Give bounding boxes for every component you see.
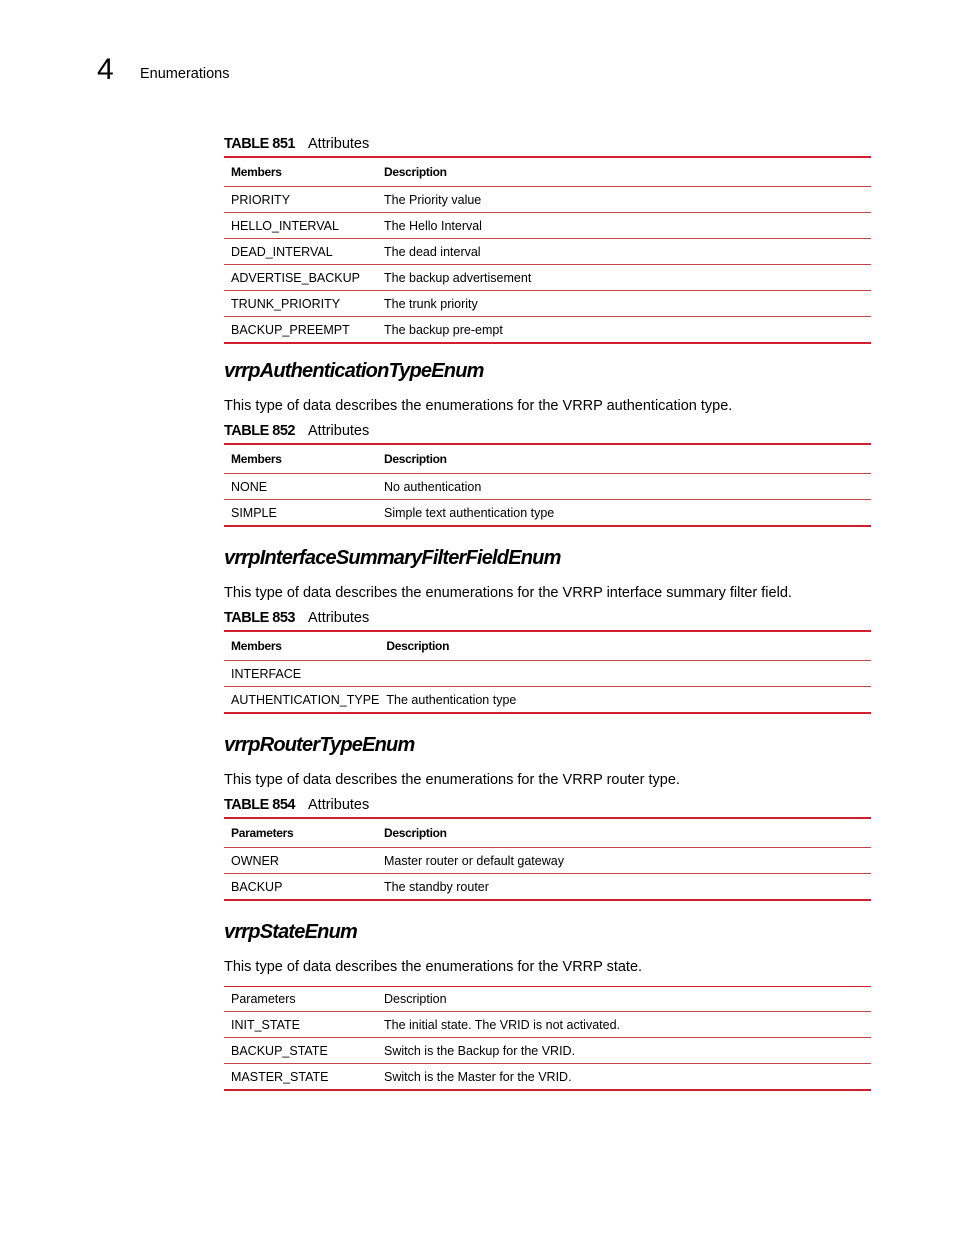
member-cell: PRIORITY xyxy=(231,192,291,207)
table-row xyxy=(224,265,871,291)
member-cell: HELLO_INTERVAL xyxy=(224,213,377,239)
column-header: Description xyxy=(377,157,871,187)
description-cell: The dead interval xyxy=(377,239,871,265)
table-853 xyxy=(224,630,871,714)
member-cell: INTERFACE xyxy=(231,666,302,681)
parameter-cell: INIT_STATE xyxy=(231,1017,300,1032)
parameter-cell: OWNER xyxy=(231,853,279,868)
parameter-cell: BACKUP_STATE xyxy=(224,1038,377,1064)
table-label: TABLE 853 xyxy=(224,610,295,626)
member-cell: DEAD_INTERVAL xyxy=(224,239,377,265)
member-cell: NONE xyxy=(231,479,268,494)
description-cell: The standby router xyxy=(377,874,871,901)
column-header: Parameters xyxy=(224,987,377,1012)
description-cell: Simple text authentication type xyxy=(377,500,871,527)
section-description-state: This type of data describes the enumerations for the VRRP state. xyxy=(224,959,643,975)
description-cell: The backup pre-empt xyxy=(377,317,871,344)
column-header: Members xyxy=(224,157,377,187)
table-row xyxy=(224,213,871,239)
column-header: Parameters xyxy=(224,818,377,848)
table-row xyxy=(224,687,871,714)
table-853-caption xyxy=(224,609,369,627)
description-cell: The authentication type xyxy=(379,687,871,714)
section-description-router: This type of data describes the enumerations for the VRRP router type. xyxy=(224,772,680,788)
description-cell: Switch is the Backup for the VRID. xyxy=(377,1038,871,1064)
table-row xyxy=(224,500,871,527)
table-851-caption xyxy=(224,135,369,153)
column-header: Description xyxy=(377,818,871,848)
parameter-cell: MASTER_STATE xyxy=(224,1064,377,1091)
section-title-state: vrrpStateEnum xyxy=(224,921,357,943)
description-cell: The Hello Interval xyxy=(377,213,871,239)
table-row xyxy=(224,661,871,687)
table-row xyxy=(224,187,871,213)
table-caption-text: Attributes xyxy=(308,423,370,439)
chapter-title: Enumerations xyxy=(140,66,230,82)
table-label: TABLE 851 xyxy=(224,136,295,152)
table-row xyxy=(224,1012,871,1038)
column-header: Description xyxy=(377,987,871,1012)
table-851 xyxy=(224,156,871,344)
table-caption-text: Attributes xyxy=(308,610,370,626)
column-header: Members xyxy=(224,631,379,661)
table-label: TABLE 852 xyxy=(224,423,295,439)
section-description-interface: This type of data describes the enumerations for the VRRP interface summary filter field. xyxy=(224,585,792,601)
description-cell xyxy=(379,661,871,687)
table-row xyxy=(224,1064,871,1091)
table-854 xyxy=(224,817,871,901)
member-cell: ADVERTISE_BACKUP xyxy=(224,265,377,291)
member-cell: BACKUP_PREEMPT xyxy=(224,317,377,344)
member-cell: TRUNK_PRIORITY xyxy=(224,291,377,317)
section-title-interface: vrrpInterfaceSummaryFilterFieldEnum xyxy=(224,547,561,569)
section-title-auth: vrrpAuthenticationTypeEnum xyxy=(224,360,484,382)
table-caption-text: Attributes xyxy=(308,136,370,152)
description-cell: The trunk priority xyxy=(377,291,871,317)
description-cell: Switch is the Master for the VRID. xyxy=(377,1064,871,1091)
column-header: Description xyxy=(377,444,871,474)
table-label: TABLE 854 xyxy=(224,797,295,813)
description-cell: No authentication xyxy=(384,479,482,494)
column-header: Description xyxy=(379,631,871,661)
table-852 xyxy=(224,443,871,527)
table-caption-text: Attributes xyxy=(308,797,370,813)
table-row xyxy=(224,848,871,874)
member-cell: AUTHENTICATION_TYPE xyxy=(224,687,379,714)
description-cell: Master router or default gateway xyxy=(384,853,564,868)
table-854-caption xyxy=(224,796,369,814)
table-row xyxy=(224,239,871,265)
section-description-auth: This type of data describes the enumerations for the VRRP authentication type. xyxy=(224,398,733,414)
table-row xyxy=(224,1038,871,1064)
table-row xyxy=(224,874,871,901)
table-row xyxy=(224,291,871,317)
member-cell: SIMPLE xyxy=(224,500,377,527)
description-cell: The backup advertisement xyxy=(377,265,871,291)
table-852-caption xyxy=(224,422,369,440)
table-row xyxy=(224,317,871,344)
description-cell: The initial state. The VRID is not activated. xyxy=(384,1017,620,1032)
section-title-router: vrrpRouterTypeEnum xyxy=(224,734,415,756)
table-state xyxy=(224,986,871,1091)
table-row xyxy=(224,474,871,500)
description-cell: The Priority value xyxy=(384,192,482,207)
chapter-number: 4 xyxy=(97,53,114,86)
column-header: Members xyxy=(224,444,377,474)
parameter-cell: BACKUP xyxy=(224,874,377,901)
